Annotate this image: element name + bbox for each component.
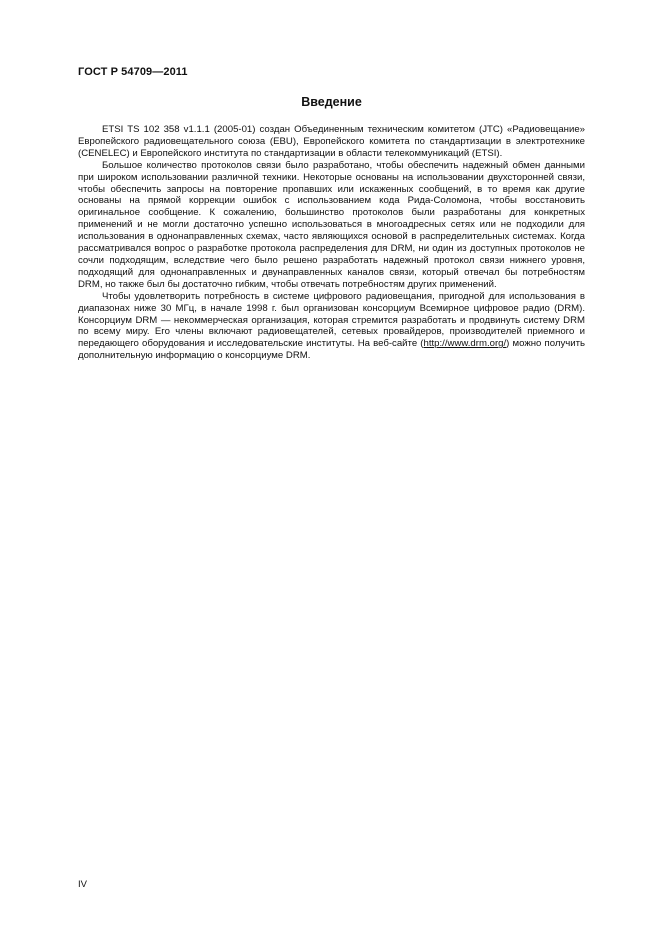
paragraph-drm-consortium: [78, 291, 585, 362]
introduction-body: [78, 124, 585, 362]
section-title: Введение: [301, 95, 362, 109]
paragraph-text-after-link: ) можно получить дополнительную информацию о консорциуме DRM.: [78, 338, 585, 362]
drm-website-link[interactable]: http://www.drm.org/: [423, 338, 507, 350]
paragraph-text-before-link: Чтобы удовлетворить потребность в системе цифрового радиовещания, пригодной для использования в диапазонах ниже 30 МГц, в начале 1998 г. был организован консорциум Всемирное цифровое радио (DRM). Консорциум DRM — некоммерческая организация, которая стремится разработать и продвинуть систему DRM по всему миру. Его члены включают радиовещателей, сетевых провайдеров, производителей приемного и передающего оборудования и исследовательские институты. На веб-сайте (: [78, 290, 585, 350]
standard-id-header: ГОСТ Р 54709—2011: [78, 66, 188, 78]
paragraph-etsi-origin: ETSI TS 102 358 v1.1.1 (2005-01) создан Объединенным техническим комитетом (JTC) «Радиовещание» Европейского радиовещательного союза (EBU), Европейского комитета по стандартизации в электротехнике (CENELEC) и Европейского института по стандартизации в области телекоммуникаций (ETSI).: [78, 124, 585, 159]
page-number: IV: [78, 879, 87, 890]
paragraph-protocols: Большое количество протоколов связи было разработано, чтобы обеспечить надежный обмен данными при широком использовании различной техники. Некоторые основаны на использовании двухсторонней связи, чтобы обеспечить запросы на повторение пропавших или искаженных сообщений, в то время как другие основаны на прямой коррекции ошибок с использованием кода Рида-Соломона, чтобы восстановить оригинальное сообщение. К сожалению, большинство протоколов были разработаны для конкретных применений и не могли достаточно успешно использоваться в многоадресных сетях или не подходили для использования в однонаправленных схемах, часто являющихся основой в распределительных системах. Когда рассматривался вопрос о разработке протокола распределения для DRM, ни один из доступных протоколов не сочли подходящим, вследствие чего было решено разработать надежный протокол связи нижнего уровня, подходящий для однонаправленных и двунаправленных каналов связи, который отвечал бы потребностям DRM, но также был бы достаточно гибким, чтобы отвечать потребностям других применений.: [78, 159, 585, 290]
